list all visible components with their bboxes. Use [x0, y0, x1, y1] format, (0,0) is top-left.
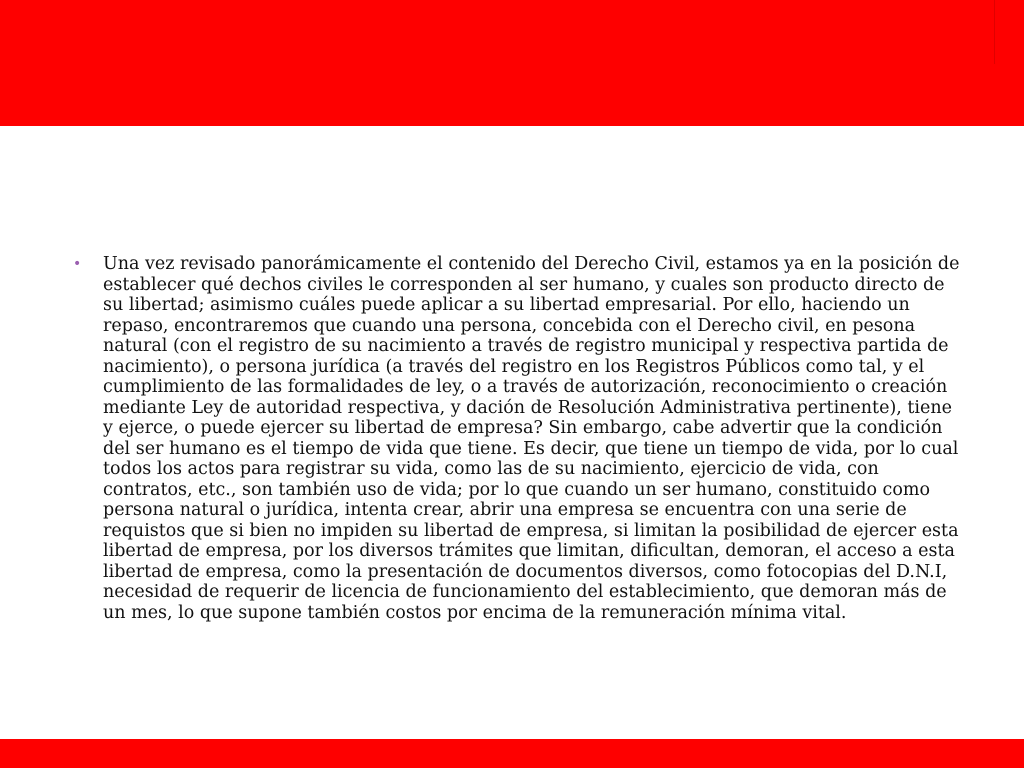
bottom-red-band [0, 739, 1024, 768]
bullet-icon: • [73, 256, 82, 272]
top-red-band [0, 0, 1024, 126]
body-paragraph: Una vez revisado panorámicamente el contenido del Derecho Civil, estamos ya en la posición de establecer qué dechos civiles le corresponden al ser humano, y cuales son producto directo de su libertad; asimismo cuáles puede aplicar a su libertad empresarial. Por ello, haciendo un repaso, encontraremos que cuando una persona, concebida con el Derecho civil, en pesona natural (con el registro de su nacimiento a través de registro municipal y respectiva partida de nacimiento), o persona jurídica (a través del registro en los Registros Públicos como tal, y el cumplimiento de las formalidades de ley, o a través de autorización, reconocimiento o creación mediante Ley de autoridad respectiva, y dación de Resolución Administrativa pertinente), tiene y ejerce, o puede ejercer su libertad de empresa? Sin embargo, cabe advertir que la condición del ser humano es el tiempo de vida que tiene. Es decir, que tiene un tiempo de vida, por lo cual todos los actos para registrar su vida, como las de su nacimiento, ejercicio de vida, con contratos, etc., son también uso de vida; por lo que cuando un ser humano, constituido como persona natural o jurídica, intenta crear, abrir una empresa se encuentra con una serie de requistos que si bien no impiden su libertad de empresa, si limitan la posibilidad de ejercer esta libertad de empresa, por los diversos trámites que limitan, dificultan, demoran, el acceso a esta libertad de empresa, como la presentación de documentos diversos, como fotocopias del D.N.I, necesidad de requerir de licencia de funcionamiento del establecimiento, que demoran más de un mes, lo que supone también costos por encima de la remuneración mínima vital. [103, 254, 960, 623]
bullet-item [70, 254, 970, 623]
slide-content [70, 254, 970, 623]
top-band-divider [994, 0, 995, 64]
